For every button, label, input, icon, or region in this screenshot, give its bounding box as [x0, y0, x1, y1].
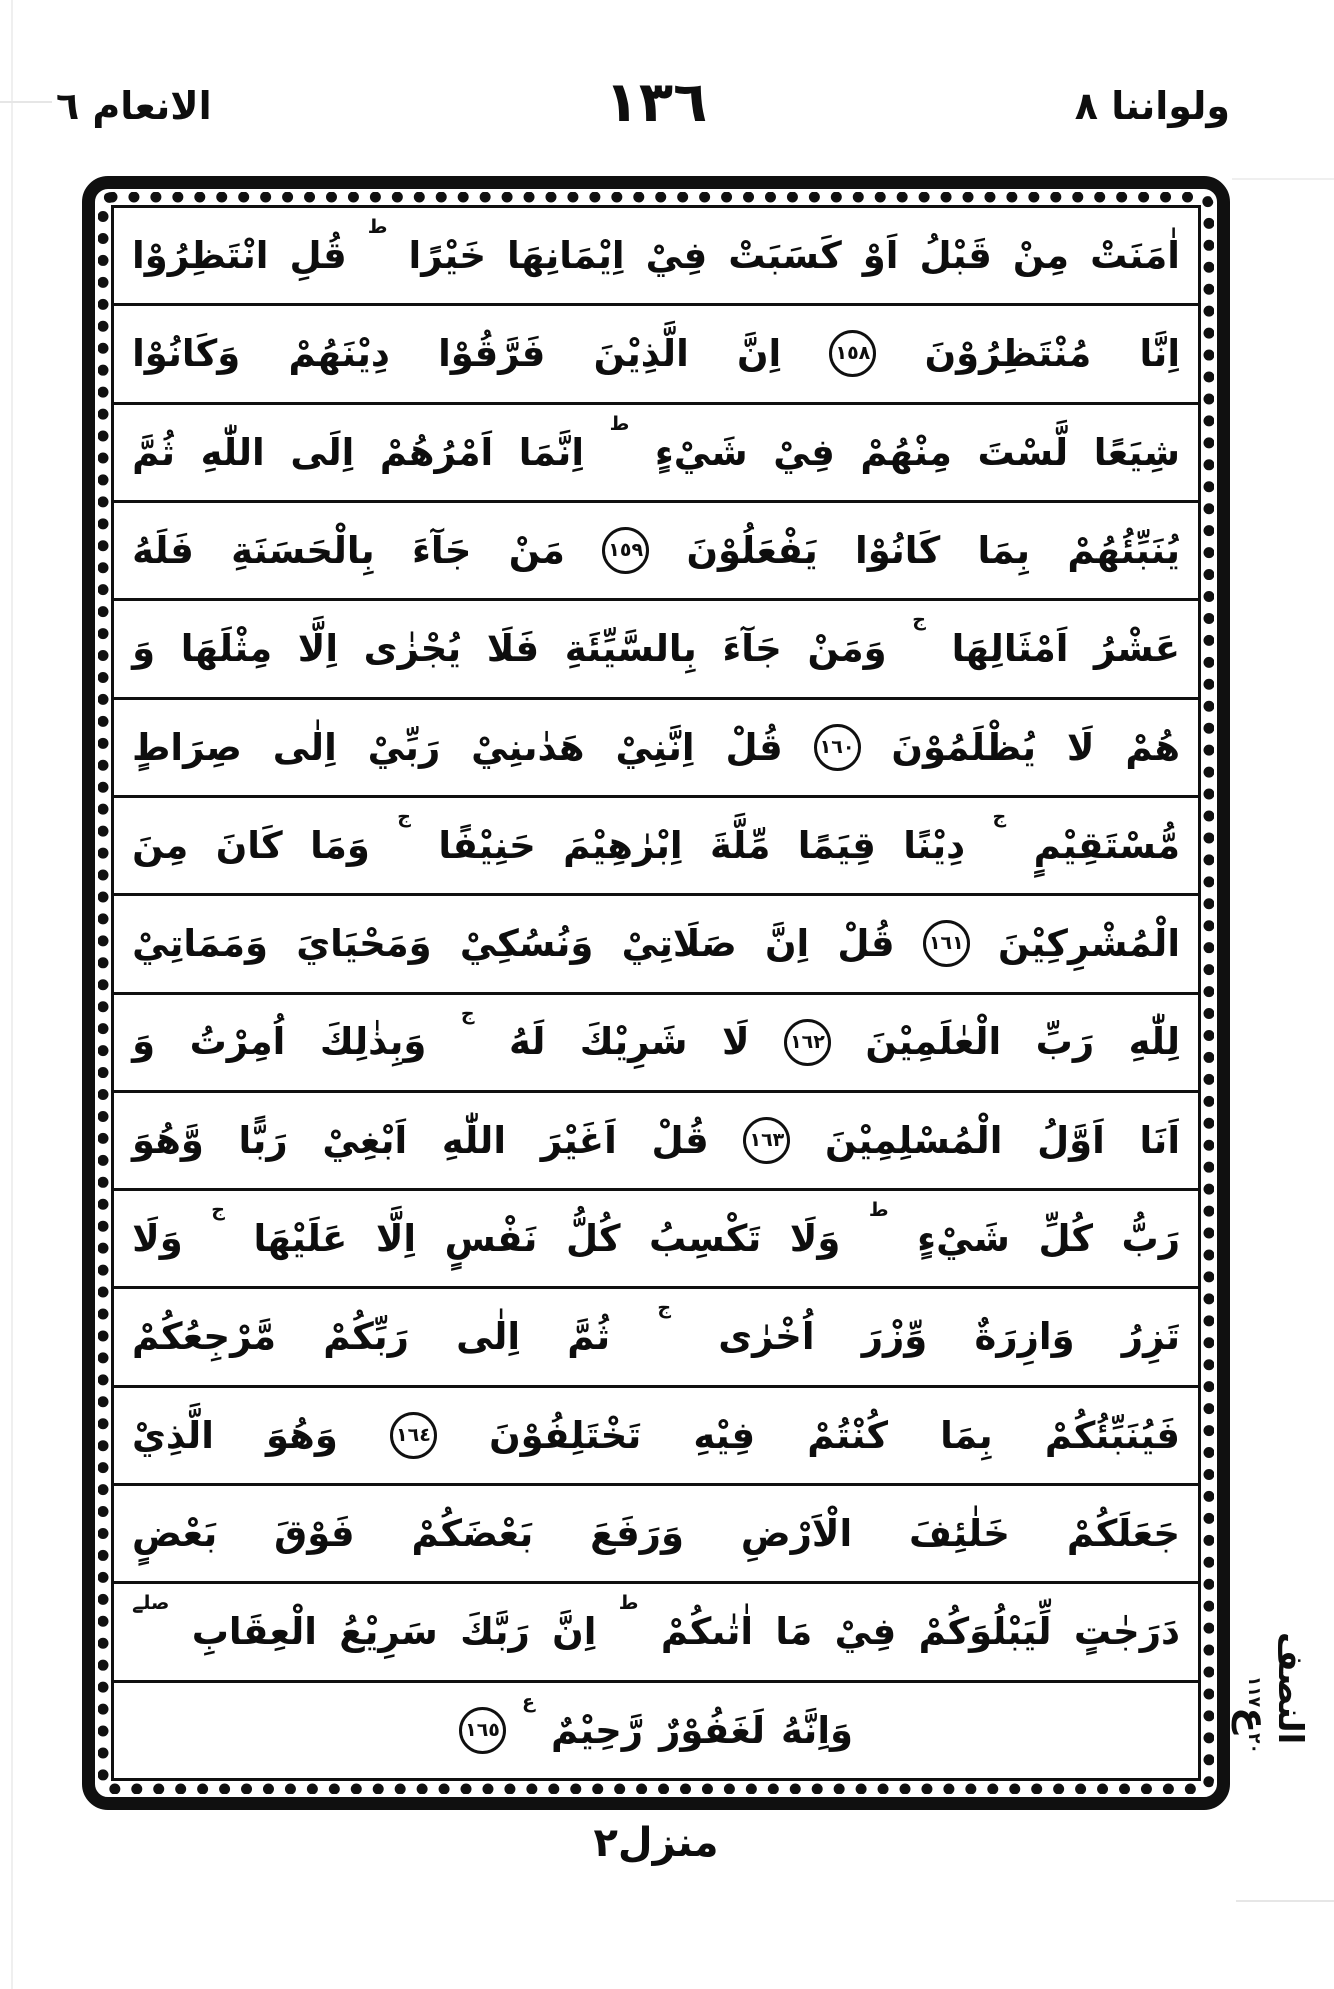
ayah-word: وَمَمَاتِيْ [132, 922, 269, 966]
ayah-word: بِمَا [940, 1413, 993, 1457]
ruku-count-top: ٢٠ [1244, 1733, 1264, 1754]
ayah-word: لَهُ [509, 1020, 546, 1064]
quran-line-9 [114, 995, 1198, 1093]
ayah-word: جَعَلَكُمْ [1066, 1512, 1180, 1556]
ayah-word: كُلِّ [1038, 1217, 1093, 1261]
ayah-word: قَبْلُ [919, 233, 992, 277]
pause-mark: ط [618, 1592, 639, 1615]
ayah-word: اِنَّ [552, 1610, 597, 1654]
ayah-word: فَيُنَبِّئُكُمْ [1044, 1413, 1180, 1457]
ayah-word: قُلْ [651, 1118, 709, 1162]
verse-number-badge: ١٦٤ [390, 1412, 437, 1459]
ayah-word: اِلَّا [297, 627, 339, 671]
ayah-word: مِنْهُمْ [860, 430, 952, 474]
ayah-word: ثُمَّ [132, 430, 176, 474]
ayah-word: الْمُشْرِكِيْنَ [998, 922, 1180, 966]
ruku-marker [1232, 1676, 1276, 1754]
ayah-word: مَا [775, 1610, 813, 1654]
quran-line-4 [114, 503, 1198, 601]
ayah-word: وَلَا [789, 1217, 841, 1261]
ayah-word: يُجْزٰى [363, 627, 462, 671]
ayah-word: بِالْحَسَنَةِ [231, 528, 375, 572]
ayah-word: رَبِّكُمْ [323, 1315, 409, 1359]
ayah-word: اَمْرُهُمْ [379, 430, 494, 474]
ayah-word: فَلَهُ [132, 528, 194, 572]
ayah-word: قُلْ [725, 725, 783, 769]
juz-name-header: ولواننا ٨ [1074, 84, 1230, 128]
ayah-word: هَدٰىنِيْ [471, 725, 585, 769]
ornamental-frame [82, 176, 1230, 1810]
ayah-word: اَوْ [862, 233, 899, 277]
ayah-word: الَّذِيْ [132, 1413, 214, 1457]
ayah-word: كَانُوْا [855, 528, 941, 572]
quran-line-6 [114, 700, 1198, 798]
ayah-word: فِيْ [773, 430, 835, 474]
ayah-word: شَيْءٍ [654, 430, 748, 474]
ayah-word: اِلَى [290, 430, 355, 474]
ayah-word: صَلَاتِيْ [621, 922, 737, 966]
ayah-word: لِلّٰهِ [1128, 1020, 1180, 1064]
ayah-word: صِرَاطٍ [132, 725, 242, 769]
ayah-word: عَشْرُ [1094, 627, 1180, 671]
ayah-word: مَنْ [508, 528, 565, 572]
ayah-word: مِنَ [132, 823, 189, 867]
ayah-word: مِنْ [1012, 233, 1070, 277]
pause-mark: ط [367, 216, 388, 238]
ayah-word: وَلَا [132, 1217, 183, 1261]
ayah-word: رَبُّ [1121, 1217, 1180, 1261]
ayah-word: فَلَا [486, 627, 540, 671]
ayah-word: قِيَمًا [797, 823, 876, 867]
pause-mark: ج [912, 609, 926, 632]
ayah-word: وَّهُوَ [132, 1118, 204, 1162]
ayah-word: فِيْ [645, 233, 708, 277]
ruku-count-mid: ١١ [1244, 1676, 1264, 1697]
pause-mark: ج [657, 1297, 672, 1320]
ayah-word: انْتَظِرُوْا [132, 233, 269, 277]
ayah-word: الَّذِيْنَ [593, 332, 689, 376]
ayah-word: كَسَبَتْ [728, 233, 842, 277]
ayah-word: يُظْلَمُوْنَ [891, 725, 1037, 769]
scan-artifact-line [1236, 1900, 1334, 1902]
ayah-word: فَوْقَ [274, 1512, 355, 1556]
quran-line-11 [114, 1191, 1198, 1289]
ayah-word: اِنَّمَا [518, 430, 585, 474]
ayah-word: لِّيَبْلُوَكُمْ [918, 1610, 1052, 1654]
page-number: ١٣٦ [604, 70, 708, 135]
pause-mark: ط [609, 412, 630, 435]
ayah-word: رَبَّكَ [460, 1610, 530, 1654]
pause-mark: ع [522, 1690, 535, 1713]
ruku-ain-icon: ع [1232, 1707, 1276, 1734]
quran-line-8 [114, 896, 1198, 994]
ayah-word: تَخْتَلِفُوْنَ [489, 1413, 642, 1457]
ayah-word: الْمُسْلِمِيْنَ [825, 1118, 1003, 1162]
quran-line-3 [114, 405, 1198, 503]
ayah-word: قُلِ [289, 233, 347, 277]
ayah-word: مُّسْتَقِيْمٍ [1033, 823, 1180, 867]
ayah-word: اِنَّنِيْ [615, 725, 695, 769]
ayah-word: بِالسَّيِّئَةِ [564, 627, 697, 671]
ayah-word: كُنْتُمْ [807, 1413, 888, 1457]
ayah-word: كَانَ [215, 823, 283, 867]
ayah-word: اَبْغِيْ [322, 1118, 408, 1162]
ayah-word: اَنَا [1139, 1118, 1180, 1162]
ayah-word: لَغَفُوْرٌ [659, 1708, 765, 1752]
ayah-word: اَمْثَالِهَا [951, 627, 1069, 671]
ayah-word: اِلٰى [272, 725, 337, 769]
ayah-word: وَمَحْيَايَ [296, 922, 432, 966]
ayah-word: دِيْنًا [903, 823, 966, 867]
ayah-word: قُلْ [837, 922, 895, 966]
ayah-word: اِيْمَانِهَا [507, 233, 625, 277]
ayah-word: وَهُوَ [265, 1413, 338, 1457]
verse-number-badge: ١٦٠ [814, 724, 861, 771]
manzil-label: منزل٢ [593, 1820, 719, 1866]
ayah-word: لَا [1066, 725, 1095, 769]
scan-artifact-line [11, 0, 13, 1989]
pause-mark: ج [460, 1002, 475, 1025]
ayah-word: دَرَجٰتٍ [1073, 1610, 1180, 1654]
ayah-word: تَكْسِبُ [649, 1217, 762, 1261]
pause-mark: ج [397, 805, 411, 828]
ayah-word: هُمْ [1125, 725, 1180, 769]
verse-number-badge: ١٦١ [923, 920, 970, 967]
ayah-word: اَغَيْرَ [540, 1118, 617, 1162]
pause-mark: ج [211, 1199, 225, 1222]
ayah-word: بِمَا [977, 528, 1031, 572]
quran-line-16 [114, 1683, 1198, 1778]
ayah-word: يَفْعَلُوْنَ [686, 528, 818, 572]
ayah-word: عَلَيْهَا [253, 1217, 348, 1261]
scan-artifact-line [1232, 178, 1334, 180]
pause-mark: صلے [132, 1592, 170, 1615]
ayah-word: مِثْلَهَا [180, 627, 273, 671]
ayah-word: خَيْرًا [408, 233, 487, 277]
ayah-word: دِيْنَهُمْ [288, 332, 390, 376]
surah-name-header: الانعام ٦ [56, 84, 212, 128]
ayah-word: اِبْرٰهِيْمَ [563, 823, 683, 867]
ayah-word: مِّلَّةَ [709, 823, 771, 867]
ayah-word: لَا [721, 1020, 750, 1064]
ayah-word: مَّرْجِعُكُمْ [132, 1315, 277, 1359]
pause-mark: ط [868, 1199, 889, 1222]
ayah-word: اِنَّ [736, 332, 782, 376]
quran-line-15 [114, 1584, 1198, 1682]
quran-text-area [111, 205, 1201, 1781]
ayah-word: كُلُّ [565, 1217, 621, 1261]
ayah-word: شَيْءٍ [917, 1217, 1010, 1261]
ayah-word: اَوَّلُ [1037, 1118, 1105, 1162]
ayah-word: وَمَا [310, 823, 370, 867]
ayah-word: وَكَانُوْا [132, 332, 241, 376]
ayah-word: تَزِرُ [1121, 1315, 1180, 1359]
ayah-word: فَرَّقُوْا [438, 332, 546, 376]
ayah-word: جَآءَ [411, 528, 472, 572]
pause-mark: ج [992, 805, 1007, 828]
scan-artifact-line [0, 101, 52, 103]
ayah-word: شِيَعًا [1093, 430, 1180, 474]
verse-number-badge: ١٦٥ [459, 1707, 506, 1754]
ayah-word: جَآءَ [722, 627, 782, 671]
ayah-word: وَ [132, 1020, 156, 1064]
ayah-word: وَمَنْ [807, 627, 887, 671]
ayah-word: اُخْرٰى [718, 1315, 815, 1359]
ayah-word: اُمِرْتُ [189, 1020, 286, 1064]
ayah-word: اللّٰهِ [441, 1118, 507, 1162]
ayah-word: اٰمَنَتْ [1090, 233, 1180, 277]
ayah-word: وِّزْرَ [861, 1315, 928, 1359]
ayah-word: حَنِيْفًا [438, 823, 536, 867]
ayah-word: بَعْضَكُمْ [411, 1512, 534, 1556]
ayah-word: وَازِرَةٌ [974, 1315, 1075, 1359]
ayah-word: شَرِيْكَ [579, 1020, 688, 1064]
quran-line-5 [114, 601, 1198, 699]
verse-number-badge: ١٥٩ [602, 527, 649, 574]
nisf-half-marker: النصف [1270, 1632, 1310, 1745]
ayah-word: رَبًّا [238, 1118, 288, 1162]
ayah-word: فِيْ [834, 1610, 897, 1654]
quran-line-13 [114, 1388, 1198, 1486]
quran-line-1 [114, 208, 1198, 306]
ayah-word: الْعِقَابِ [191, 1610, 317, 1654]
ayah-word: الْعٰلَمِيْنَ [865, 1020, 1002, 1064]
beaded-border [98, 192, 1214, 1794]
ayah-word: مُنْتَظِرُوْنَ [924, 332, 1092, 376]
ayah-word: رَّحِيْمٌ [550, 1708, 644, 1752]
verse-number-badge: ١٦٣ [743, 1117, 790, 1164]
ayah-word: وَنُسُكِيْ [459, 922, 594, 966]
ayah-word: لَّسْتَ [977, 430, 1069, 474]
quran-line-12 [114, 1289, 1198, 1387]
ayah-word: وَاِنَّهُ [780, 1708, 853, 1752]
quran-line-7 [114, 798, 1198, 896]
ayah-word: وَبِذٰلِكَ [319, 1020, 427, 1064]
ayah-word: اِلٰى [456, 1315, 521, 1359]
ayah-word: بَعْضٍ [132, 1512, 218, 1556]
ayah-word: اِنَّا [1139, 332, 1180, 376]
ayah-word: فِيْهِ [693, 1413, 756, 1457]
ayah-word: الْاَرْضِ [740, 1512, 853, 1556]
verse-number-badge: ١٥٨ [829, 330, 876, 377]
ayah-word: ثُمَّ [567, 1315, 611, 1359]
ayah-word: اِنَّ [764, 922, 810, 966]
ayah-word: اِلَّا [375, 1217, 417, 1261]
ayah-word: نَفْسٍ [444, 1217, 538, 1261]
ayah-word: وَرَفَعَ [590, 1512, 684, 1556]
ayah-word: خَلٰئِفَ [909, 1512, 1010, 1556]
ayah-word: اللّٰهِ [200, 430, 265, 474]
ayah-word: رَبِّ [1035, 1020, 1095, 1064]
ayah-word: رَبِّيْ [367, 725, 441, 769]
quran-line-2 [114, 306, 1198, 404]
ruku-count-bottom: ٧ [1244, 1696, 1264, 1708]
quran-line-10 [114, 1093, 1198, 1191]
ayah-word: سَرِيْعُ [339, 1610, 438, 1654]
ayah-word: اٰتٰىكُمْ [660, 1610, 754, 1654]
ayah-word: يُنَبِّئُهُمْ [1067, 528, 1180, 572]
ayah-word: وَ [132, 627, 156, 671]
verse-number-badge: ١٦٢ [784, 1019, 831, 1066]
quran-line-14 [114, 1486, 1198, 1584]
